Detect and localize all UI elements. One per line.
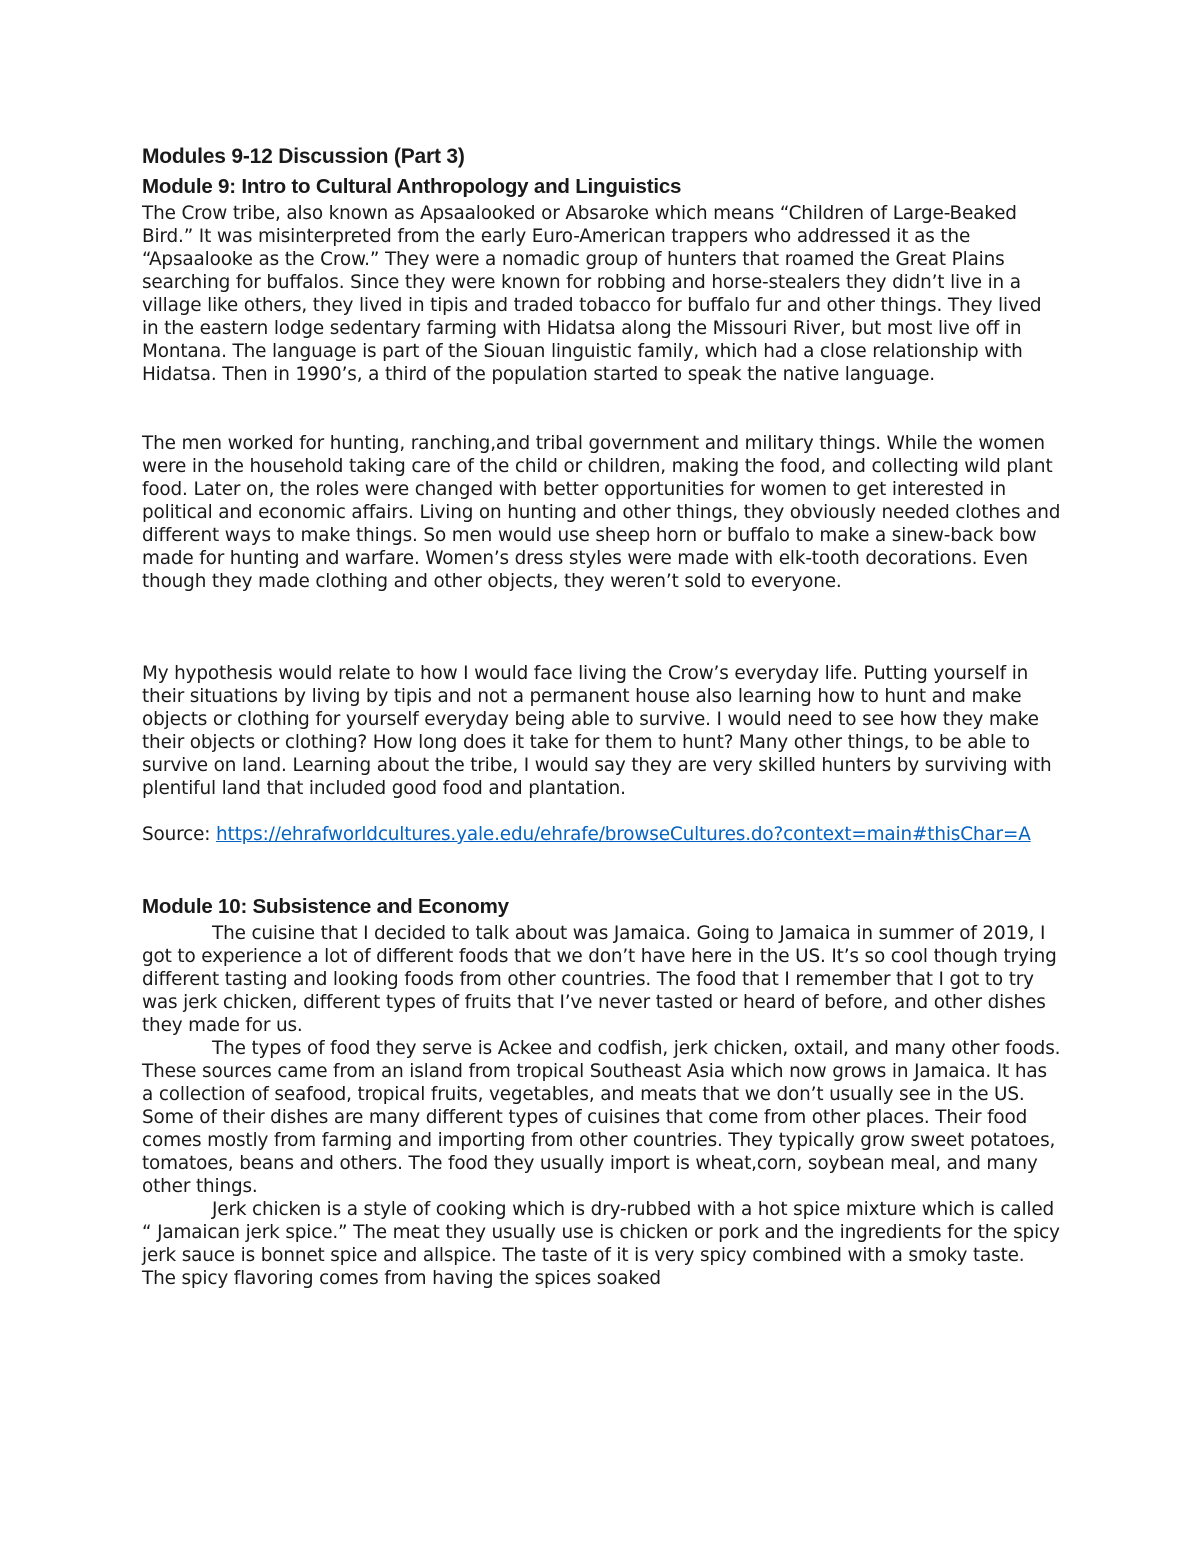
module-9-paragraph-1: The Crow tribe, also known as Apsaalooked or Absaroke which means “Children of Large-Beaked Bird.” It was misinterpreted from the early Euro-American trappers who addressed it as the “Apsaalooke as the Crow.” They were a nomadic group of hunters that roamed the Great Plains searching for buffalos. Since they were known for robbing and horse-stealers they didn’t live in a village like others, they lived in tipis and traded tobacco for buffalo fur and other things. They lived in the eastern lodge sedentary farming with Hidatsa along the Missouri River, but most live off in Montana. The language is part of the Siouan linguistic family, which had a close relationship with Hidatsa. Then in 1990’s, a third of the population started to speak the native language. <box>142 203 1042 385</box>
module-10-heading: Module 10: Subsistence and Economy <box>142 895 509 918</box>
spacer <box>142 593 1062 662</box>
module-9-paragraph-2: The men worked for hunting, ranching,and tribal government and military things. While the women were in the household taking care of the child or children, making the food, and collecting wild plant food. Later on, the roles were changed with better opportunities for women to get interested in political and economic affairs. Living on hunting and other things, they obviously needed clothes and different ways to make things. So men would use sheep horn or buffalo to make a sinew-back bow made for hunting and warfare. Women’s dress styles were made with elk-tooth decorations. Even though they made clothing and other objects, they weren’t sold to everyone. <box>142 433 1061 592</box>
module-10-paragraph-3: Jerk chicken is a style of cooking which is dry-rubbed with a hot spice mixture which is called “ Jamaican jerk spice.” The meat they usually use is chicken or pork and the ingredients for the spicy jerk sauce is bonnet spice and allspice. The taste of it is very spicy combined with a smoky taste. The spicy flavoring comes from having the spices soaked <box>142 1199 1060 1289</box>
spacer <box>142 800 1062 823</box>
source-line <box>142 823 1062 846</box>
source-label: Source: <box>142 824 217 845</box>
document-page <box>142 142 1062 1290</box>
spacer <box>142 846 1062 892</box>
module-10-paragraph-1: The cuisine that I decided to talk about was Jamaica. Going to Jamaica in summer of 2019, I got to experience a lot of different foods that we don’t have here in the US. It’s so cool though trying different tasting and looking foods from other countries. The food that I remember that I got to try was jerk chicken, different types of fruits that I’ve never tasted or heard of before, and other dishes they made for us. <box>142 923 1057 1036</box>
module-10-paragraph-2: The types of food they serve is Ackee and codfish, jerk chicken, oxtail, and many other foods. These sources came from an island from tropical Southeast Asia which now grows in Jamaica. It has a collection of seafood, tropical fruits, vegetables, and meats that we don’t usually see in the US. Some of their dishes are many different types of cuisines that come from other places. Their food comes mostly from farming and importing from other countries. They typically grow sweet potatoes, tomatoes, beans and others. The food they usually import is wheat,corn, soybean meal, and many other things. <box>142 1038 1061 1197</box>
document-title: Modules 9-12 Discussion (Part 3) <box>142 145 465 168</box>
module-9-paragraph-3: My hypothesis would relate to how I would face living the Crow’s everyday life. Putting yourself in their situations by living by tipis and not a permanent house also learning how to hunt and make objects or clothing for yourself everyday being able to survive. I would need to see how they make their objects or clothing? How long does it take for them to hunt? Many other things, to be able to survive on land. Learning about the tribe, I would say they are very skilled hunters by surviving with plentiful land that included good food and plantation. <box>142 663 1052 799</box>
module-9-section <box>142 172 1062 846</box>
source-link[interactable]: https://ehrafworldcultures.yale.edu/ehrafe/browseCultures.do?context=main#thisChar=A <box>216 824 1031 845</box>
spacer <box>142 386 1062 432</box>
module-9-heading: Module 9: Intro to Cultural Anthropology and Linguistics <box>142 175 682 198</box>
module-10-section <box>142 892 1062 1290</box>
